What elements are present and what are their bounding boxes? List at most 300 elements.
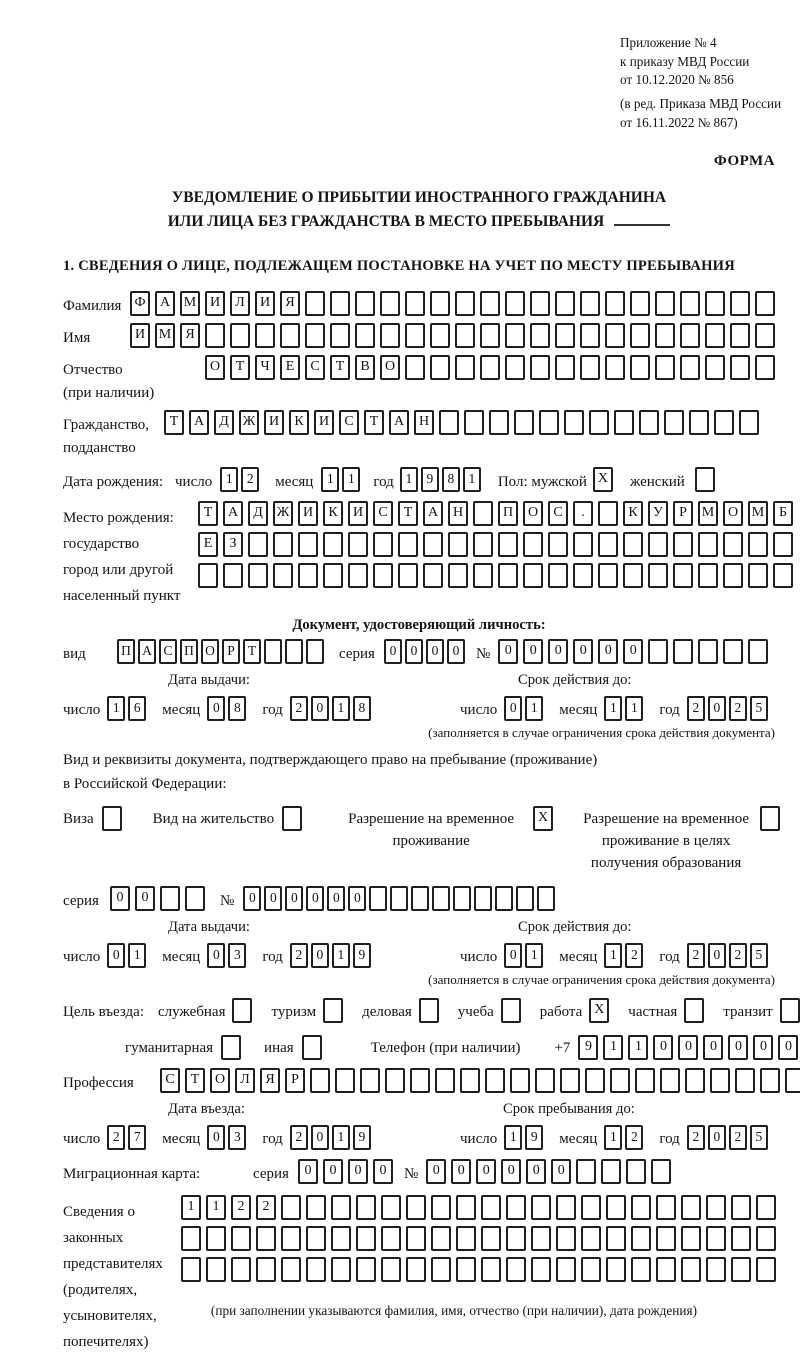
form-cell[interactable] bbox=[655, 355, 675, 380]
form-cell[interactable] bbox=[606, 1226, 626, 1251]
form-cell[interactable] bbox=[673, 639, 693, 664]
form-cell[interactable]: Е bbox=[280, 355, 300, 380]
form-cell[interactable]: 3 bbox=[228, 943, 246, 968]
form-cell[interactable]: А bbox=[189, 410, 209, 435]
form-cell[interactable] bbox=[348, 563, 368, 588]
form-cell[interactable] bbox=[305, 291, 325, 316]
form-cell[interactable]: А bbox=[155, 291, 175, 316]
form-cell[interactable] bbox=[623, 532, 643, 557]
form-cell[interactable]: 0 bbox=[426, 639, 444, 664]
form-cell[interactable]: 0 bbox=[298, 1159, 318, 1184]
form-cell[interactable] bbox=[373, 532, 393, 557]
form-cell[interactable]: 2 bbox=[729, 696, 747, 721]
form-cell[interactable] bbox=[680, 323, 700, 348]
form-cell[interactable] bbox=[748, 639, 768, 664]
form-cell[interactable]: 1 bbox=[504, 1125, 522, 1150]
form-cell[interactable]: И bbox=[255, 291, 275, 316]
form-cell[interactable]: Н bbox=[414, 410, 434, 435]
form-cell[interactable] bbox=[481, 1195, 501, 1220]
form-cell[interactable]: . bbox=[573, 501, 593, 526]
form-cell[interactable]: 0 bbox=[207, 1125, 225, 1150]
form-cell[interactable]: Я bbox=[280, 291, 300, 316]
form-cell[interactable]: 1 bbox=[342, 467, 360, 492]
form-cell[interactable]: Ч bbox=[255, 355, 275, 380]
form-cell[interactable] bbox=[773, 563, 793, 588]
form-cell[interactable]: И bbox=[264, 410, 284, 435]
form-cell[interactable]: Я bbox=[260, 1068, 280, 1093]
form-cell[interactable]: А bbox=[423, 501, 443, 526]
form-cell[interactable]: 2 bbox=[687, 1125, 705, 1150]
form-cell[interactable]: 1 bbox=[603, 1035, 623, 1060]
form-cell[interactable] bbox=[406, 1257, 426, 1282]
form-cell[interactable] bbox=[723, 563, 743, 588]
form-cell[interactable] bbox=[505, 291, 525, 316]
form-cell[interactable]: 0 bbox=[264, 886, 282, 911]
form-cell[interactable]: Т bbox=[230, 355, 250, 380]
form-cell[interactable] bbox=[706, 1257, 726, 1282]
form-cell[interactable]: У bbox=[648, 501, 668, 526]
form-cell[interactable] bbox=[495, 886, 513, 911]
form-cell[interactable]: А bbox=[223, 501, 243, 526]
form-cell[interactable]: О bbox=[723, 501, 743, 526]
form-cell[interactable] bbox=[601, 1159, 621, 1184]
form-cell[interactable] bbox=[556, 1195, 576, 1220]
form-cell[interactable]: 0 bbox=[110, 886, 130, 911]
form-cell[interactable] bbox=[281, 1226, 301, 1251]
form-cell[interactable] bbox=[573, 563, 593, 588]
form-cell[interactable] bbox=[380, 323, 400, 348]
form-cell[interactable] bbox=[680, 355, 700, 380]
form-cell[interactable]: 2 bbox=[687, 696, 705, 721]
form-cell[interactable]: 0 bbox=[348, 886, 366, 911]
form-cell[interactable] bbox=[748, 532, 768, 557]
form-cell[interactable]: 1 bbox=[332, 1125, 350, 1150]
form-cell[interactable] bbox=[480, 355, 500, 380]
form-cell[interactable] bbox=[205, 323, 225, 348]
form-cell[interactable]: 1 bbox=[107, 696, 125, 721]
form-cell[interactable] bbox=[730, 291, 750, 316]
form-cell[interactable] bbox=[323, 563, 343, 588]
form-cell[interactable] bbox=[626, 1159, 646, 1184]
form-cell[interactable] bbox=[481, 1257, 501, 1282]
form-cell[interactable] bbox=[273, 532, 293, 557]
form-cell[interactable] bbox=[630, 323, 650, 348]
form-cell[interactable] bbox=[731, 1226, 751, 1251]
form-cell[interactable] bbox=[306, 1257, 326, 1282]
form-cell[interactable] bbox=[681, 1257, 701, 1282]
form-cell[interactable]: 6 bbox=[128, 696, 146, 721]
form-cell[interactable] bbox=[431, 1257, 451, 1282]
form-cell[interactable]: А bbox=[389, 410, 409, 435]
form-cell[interactable]: 1 bbox=[321, 467, 339, 492]
form-cell[interactable] bbox=[380, 291, 400, 316]
form-cell[interactable]: З bbox=[223, 532, 243, 557]
form-cell[interactable] bbox=[698, 532, 718, 557]
form-cell[interactable]: 5 bbox=[750, 696, 768, 721]
form-cell[interactable] bbox=[405, 323, 425, 348]
form-cell[interactable] bbox=[381, 1226, 401, 1251]
form-cell[interactable]: Д bbox=[214, 410, 234, 435]
form-cell[interactable]: 1 bbox=[604, 696, 622, 721]
form-cell[interactable] bbox=[760, 806, 780, 831]
form-cell[interactable] bbox=[706, 1195, 726, 1220]
form-cell[interactable]: 0 bbox=[573, 639, 593, 664]
form-cell[interactable]: С bbox=[373, 501, 393, 526]
form-cell[interactable] bbox=[298, 563, 318, 588]
form-cell[interactable]: 0 bbox=[426, 1159, 446, 1184]
form-cell[interactable] bbox=[773, 532, 793, 557]
form-cell[interactable] bbox=[331, 1257, 351, 1282]
form-cell[interactable]: М bbox=[180, 291, 200, 316]
form-cell[interactable] bbox=[356, 1195, 376, 1220]
form-cell[interactable] bbox=[639, 410, 659, 435]
form-cell[interactable]: 0 bbox=[498, 639, 518, 664]
form-cell[interactable] bbox=[535, 1068, 555, 1093]
form-cell[interactable] bbox=[530, 323, 550, 348]
form-cell[interactable] bbox=[606, 1257, 626, 1282]
form-cell[interactable] bbox=[723, 532, 743, 557]
form-cell[interactable] bbox=[460, 1068, 480, 1093]
form-cell[interactable] bbox=[498, 532, 518, 557]
form-cell[interactable]: К bbox=[289, 410, 309, 435]
form-cell[interactable]: 1 bbox=[463, 467, 481, 492]
form-cell[interactable]: 0 bbox=[728, 1035, 748, 1060]
form-cell[interactable]: 9 bbox=[578, 1035, 598, 1060]
form-cell[interactable]: 9 bbox=[525, 1125, 543, 1150]
form-cell[interactable] bbox=[580, 355, 600, 380]
form-cell[interactable] bbox=[648, 563, 668, 588]
form-cell[interactable] bbox=[506, 1195, 526, 1220]
form-cell[interactable] bbox=[231, 1226, 251, 1251]
form-cell[interactable]: Л bbox=[230, 291, 250, 316]
form-cell[interactable]: Р bbox=[673, 501, 693, 526]
form-cell[interactable]: 0 bbox=[447, 639, 465, 664]
form-cell[interactable]: 1 bbox=[400, 467, 418, 492]
form-cell[interactable]: 2 bbox=[107, 1125, 125, 1150]
form-cell[interactable] bbox=[555, 355, 575, 380]
form-cell[interactable]: 7 bbox=[128, 1125, 146, 1150]
form-cell[interactable] bbox=[731, 1195, 751, 1220]
form-cell[interactable] bbox=[385, 1068, 405, 1093]
form-cell[interactable] bbox=[331, 1195, 351, 1220]
form-cell[interactable] bbox=[430, 355, 450, 380]
form-cell[interactable]: 1 bbox=[332, 943, 350, 968]
form-cell[interactable] bbox=[685, 1068, 705, 1093]
form-cell[interactable] bbox=[489, 410, 509, 435]
form-cell[interactable] bbox=[185, 886, 205, 911]
form-cell[interactable] bbox=[539, 410, 559, 435]
form-cell[interactable] bbox=[448, 532, 468, 557]
form-cell[interactable] bbox=[605, 323, 625, 348]
form-cell[interactable] bbox=[530, 355, 550, 380]
form-cell[interactable]: И bbox=[348, 501, 368, 526]
form-cell[interactable] bbox=[598, 532, 618, 557]
form-cell[interactable] bbox=[651, 1159, 671, 1184]
form-cell[interactable] bbox=[730, 323, 750, 348]
form-cell[interactable] bbox=[656, 1257, 676, 1282]
form-cell[interactable] bbox=[285, 639, 303, 664]
form-cell[interactable]: Л bbox=[235, 1068, 255, 1093]
form-cell[interactable]: Р bbox=[285, 1068, 305, 1093]
form-cell[interactable]: 0 bbox=[678, 1035, 698, 1060]
form-cell[interactable] bbox=[780, 998, 800, 1023]
form-cell[interactable]: Т bbox=[185, 1068, 205, 1093]
form-cell[interactable] bbox=[473, 501, 493, 526]
form-cell[interactable]: 2 bbox=[729, 1125, 747, 1150]
form-cell[interactable] bbox=[281, 1257, 301, 1282]
form-cell[interactable] bbox=[660, 1068, 680, 1093]
form-cell[interactable]: П bbox=[117, 639, 135, 664]
form-cell[interactable]: 0 bbox=[323, 1159, 343, 1184]
form-cell[interactable] bbox=[630, 291, 650, 316]
form-cell[interactable] bbox=[739, 410, 759, 435]
form-cell[interactable] bbox=[431, 1226, 451, 1251]
form-cell[interactable] bbox=[355, 291, 375, 316]
form-cell[interactable]: Т bbox=[398, 501, 418, 526]
form-cell[interactable] bbox=[689, 410, 709, 435]
form-cell[interactable] bbox=[555, 291, 575, 316]
form-cell[interactable] bbox=[480, 323, 500, 348]
form-cell[interactable]: 2 bbox=[241, 467, 259, 492]
form-cell[interactable]: 0 bbox=[285, 886, 303, 911]
form-cell[interactable] bbox=[248, 563, 268, 588]
form-cell[interactable] bbox=[474, 886, 492, 911]
form-cell[interactable]: 1 bbox=[181, 1195, 201, 1220]
form-cell[interactable] bbox=[531, 1195, 551, 1220]
form-cell[interactable] bbox=[756, 1257, 776, 1282]
form-cell[interactable] bbox=[684, 998, 704, 1023]
form-cell[interactable]: 9 bbox=[353, 1125, 371, 1150]
form-cell[interactable] bbox=[656, 1195, 676, 1220]
form-cell[interactable] bbox=[456, 1257, 476, 1282]
form-cell[interactable] bbox=[464, 410, 484, 435]
form-cell[interactable]: 0 bbox=[551, 1159, 571, 1184]
form-cell[interactable] bbox=[506, 1257, 526, 1282]
form-cell[interactable] bbox=[589, 410, 609, 435]
form-cell[interactable]: С bbox=[160, 1068, 180, 1093]
form-cell[interactable] bbox=[555, 323, 575, 348]
form-cell[interactable]: Т bbox=[243, 639, 261, 664]
form-cell[interactable] bbox=[548, 563, 568, 588]
form-cell[interactable]: 8 bbox=[353, 696, 371, 721]
form-cell[interactable] bbox=[680, 291, 700, 316]
form-cell[interactable]: 0 bbox=[207, 943, 225, 968]
form-cell[interactable] bbox=[256, 1226, 276, 1251]
form-cell[interactable]: 1 bbox=[332, 696, 350, 721]
form-cell[interactable] bbox=[673, 563, 693, 588]
form-cell[interactable] bbox=[455, 291, 475, 316]
form-cell[interactable] bbox=[398, 532, 418, 557]
form-cell[interactable] bbox=[264, 639, 282, 664]
form-cell[interactable] bbox=[480, 291, 500, 316]
form-cell[interactable] bbox=[635, 1068, 655, 1093]
form-cell[interactable]: Б bbox=[773, 501, 793, 526]
form-cell[interactable] bbox=[406, 1195, 426, 1220]
form-cell[interactable]: 0 bbox=[107, 943, 125, 968]
form-cell[interactable] bbox=[755, 323, 775, 348]
form-cell[interactable] bbox=[302, 1035, 322, 1060]
form-cell[interactable] bbox=[298, 532, 318, 557]
form-cell[interactable]: О bbox=[201, 639, 219, 664]
form-cell[interactable] bbox=[623, 563, 643, 588]
form-cell[interactable] bbox=[648, 532, 668, 557]
form-cell[interactable]: С bbox=[159, 639, 177, 664]
form-cell[interactable] bbox=[648, 639, 668, 664]
form-cell[interactable] bbox=[785, 1068, 800, 1093]
form-cell[interactable] bbox=[160, 886, 180, 911]
form-cell[interactable]: 2 bbox=[231, 1195, 251, 1220]
form-cell[interactable] bbox=[706, 1226, 726, 1251]
form-cell[interactable]: 0 bbox=[476, 1159, 496, 1184]
form-cell[interactable]: 0 bbox=[523, 639, 543, 664]
form-cell[interactable] bbox=[664, 410, 684, 435]
form-cell[interactable] bbox=[381, 1257, 401, 1282]
form-cell[interactable]: 8 bbox=[228, 696, 246, 721]
form-cell[interactable]: 0 bbox=[348, 1159, 368, 1184]
form-cell[interactable] bbox=[423, 532, 443, 557]
form-cell[interactable]: 0 bbox=[708, 943, 726, 968]
form-cell[interactable] bbox=[530, 291, 550, 316]
form-cell[interactable]: 0 bbox=[653, 1035, 673, 1060]
form-cell[interactable]: 0 bbox=[243, 886, 261, 911]
form-cell[interactable]: 0 bbox=[504, 696, 522, 721]
form-cell[interactable] bbox=[456, 1195, 476, 1220]
form-cell[interactable] bbox=[473, 563, 493, 588]
form-cell[interactable] bbox=[760, 1068, 780, 1093]
form-cell[interactable] bbox=[306, 1226, 326, 1251]
form-cell[interactable]: Т bbox=[364, 410, 384, 435]
form-cell[interactable] bbox=[516, 886, 534, 911]
form-cell[interactable] bbox=[248, 532, 268, 557]
form-cell[interactable] bbox=[598, 501, 618, 526]
form-cell[interactable] bbox=[323, 532, 343, 557]
form-cell[interactable]: 0 bbox=[501, 1159, 521, 1184]
form-cell[interactable]: П bbox=[180, 639, 198, 664]
form-cell[interactable]: 0 bbox=[311, 943, 329, 968]
form-cell[interactable] bbox=[456, 1226, 476, 1251]
form-cell[interactable] bbox=[548, 532, 568, 557]
form-cell[interactable]: М bbox=[748, 501, 768, 526]
form-cell[interactable]: 9 bbox=[421, 467, 439, 492]
form-cell[interactable] bbox=[681, 1195, 701, 1220]
form-cell[interactable] bbox=[331, 1226, 351, 1251]
form-cell[interactable]: 1 bbox=[604, 943, 622, 968]
form-cell[interactable] bbox=[714, 410, 734, 435]
form-cell[interactable] bbox=[419, 998, 439, 1023]
form-cell[interactable]: 2 bbox=[687, 943, 705, 968]
form-cell[interactable] bbox=[306, 1195, 326, 1220]
form-cell[interactable] bbox=[330, 323, 350, 348]
form-cell[interactable] bbox=[231, 1257, 251, 1282]
form-cell[interactable] bbox=[405, 355, 425, 380]
form-cell[interactable] bbox=[206, 1226, 226, 1251]
form-cell[interactable] bbox=[406, 1226, 426, 1251]
form-cell[interactable] bbox=[330, 291, 350, 316]
form-cell[interactable]: П bbox=[498, 501, 518, 526]
form-cell[interactable] bbox=[280, 323, 300, 348]
form-cell[interactable]: 0 bbox=[526, 1159, 546, 1184]
form-cell[interactable]: 2 bbox=[290, 1125, 308, 1150]
form-cell[interactable] bbox=[430, 291, 450, 316]
form-cell[interactable] bbox=[455, 355, 475, 380]
form-cell[interactable]: Н bbox=[448, 501, 468, 526]
form-cell[interactable]: 0 bbox=[207, 696, 225, 721]
form-cell[interactable]: Ф bbox=[130, 291, 150, 316]
form-cell[interactable] bbox=[423, 563, 443, 588]
form-cell[interactable]: 0 bbox=[623, 639, 643, 664]
form-cell[interactable]: И bbox=[298, 501, 318, 526]
form-cell[interactable]: 0 bbox=[384, 639, 402, 664]
form-cell[interactable]: 2 bbox=[625, 943, 643, 968]
form-cell[interactable] bbox=[755, 291, 775, 316]
form-cell[interactable] bbox=[405, 291, 425, 316]
form-cell[interactable] bbox=[614, 410, 634, 435]
form-cell[interactable] bbox=[439, 410, 459, 435]
form-cell[interactable]: 0 bbox=[306, 886, 324, 911]
form-cell[interactable] bbox=[556, 1226, 576, 1251]
form-cell[interactable] bbox=[655, 291, 675, 316]
form-cell[interactable] bbox=[232, 998, 252, 1023]
form-cell[interactable] bbox=[481, 1226, 501, 1251]
form-cell[interactable] bbox=[605, 291, 625, 316]
form-cell[interactable]: 1 bbox=[128, 943, 146, 968]
form-cell[interactable] bbox=[373, 563, 393, 588]
form-cell[interactable]: С bbox=[548, 501, 568, 526]
form-cell[interactable] bbox=[355, 323, 375, 348]
form-cell[interactable] bbox=[310, 1068, 330, 1093]
form-cell[interactable] bbox=[430, 323, 450, 348]
form-cell[interactable]: Ж bbox=[273, 501, 293, 526]
form-cell[interactable]: О bbox=[205, 355, 225, 380]
form-cell[interactable] bbox=[631, 1195, 651, 1220]
form-cell[interactable] bbox=[581, 1195, 601, 1220]
form-cell[interactable] bbox=[748, 563, 768, 588]
form-cell[interactable] bbox=[731, 1257, 751, 1282]
form-cell[interactable] bbox=[585, 1068, 605, 1093]
form-cell[interactable]: Р bbox=[222, 639, 240, 664]
form-cell[interactable] bbox=[398, 563, 418, 588]
form-cell[interactable]: К bbox=[323, 501, 343, 526]
form-cell[interactable] bbox=[505, 355, 525, 380]
form-cell[interactable] bbox=[181, 1226, 201, 1251]
form-cell[interactable]: 0 bbox=[778, 1035, 798, 1060]
form-cell[interactable] bbox=[723, 639, 743, 664]
form-cell[interactable] bbox=[273, 563, 293, 588]
form-cell[interactable] bbox=[223, 563, 243, 588]
form-cell[interactable] bbox=[448, 563, 468, 588]
form-cell[interactable] bbox=[560, 1068, 580, 1093]
form-cell[interactable]: 0 bbox=[504, 943, 522, 968]
form-cell[interactable]: 2 bbox=[625, 1125, 643, 1150]
form-cell[interactable]: 1 bbox=[625, 696, 643, 721]
form-cell[interactable] bbox=[606, 1195, 626, 1220]
form-cell[interactable] bbox=[256, 1257, 276, 1282]
form-cell[interactable] bbox=[356, 1257, 376, 1282]
form-cell[interactable]: М bbox=[155, 323, 175, 348]
form-cell[interactable] bbox=[605, 355, 625, 380]
form-cell[interactable] bbox=[514, 410, 534, 435]
form-cell[interactable] bbox=[102, 806, 122, 831]
form-cell[interactable] bbox=[581, 1257, 601, 1282]
form-cell[interactable] bbox=[501, 998, 521, 1023]
form-cell[interactable] bbox=[695, 467, 715, 492]
form-cell[interactable]: 0 bbox=[311, 1125, 329, 1150]
form-cell[interactable]: 1 bbox=[525, 696, 543, 721]
form-cell[interactable] bbox=[473, 532, 493, 557]
form-cell[interactable] bbox=[369, 886, 387, 911]
form-cell[interactable] bbox=[510, 1068, 530, 1093]
form-cell[interactable] bbox=[335, 1068, 355, 1093]
